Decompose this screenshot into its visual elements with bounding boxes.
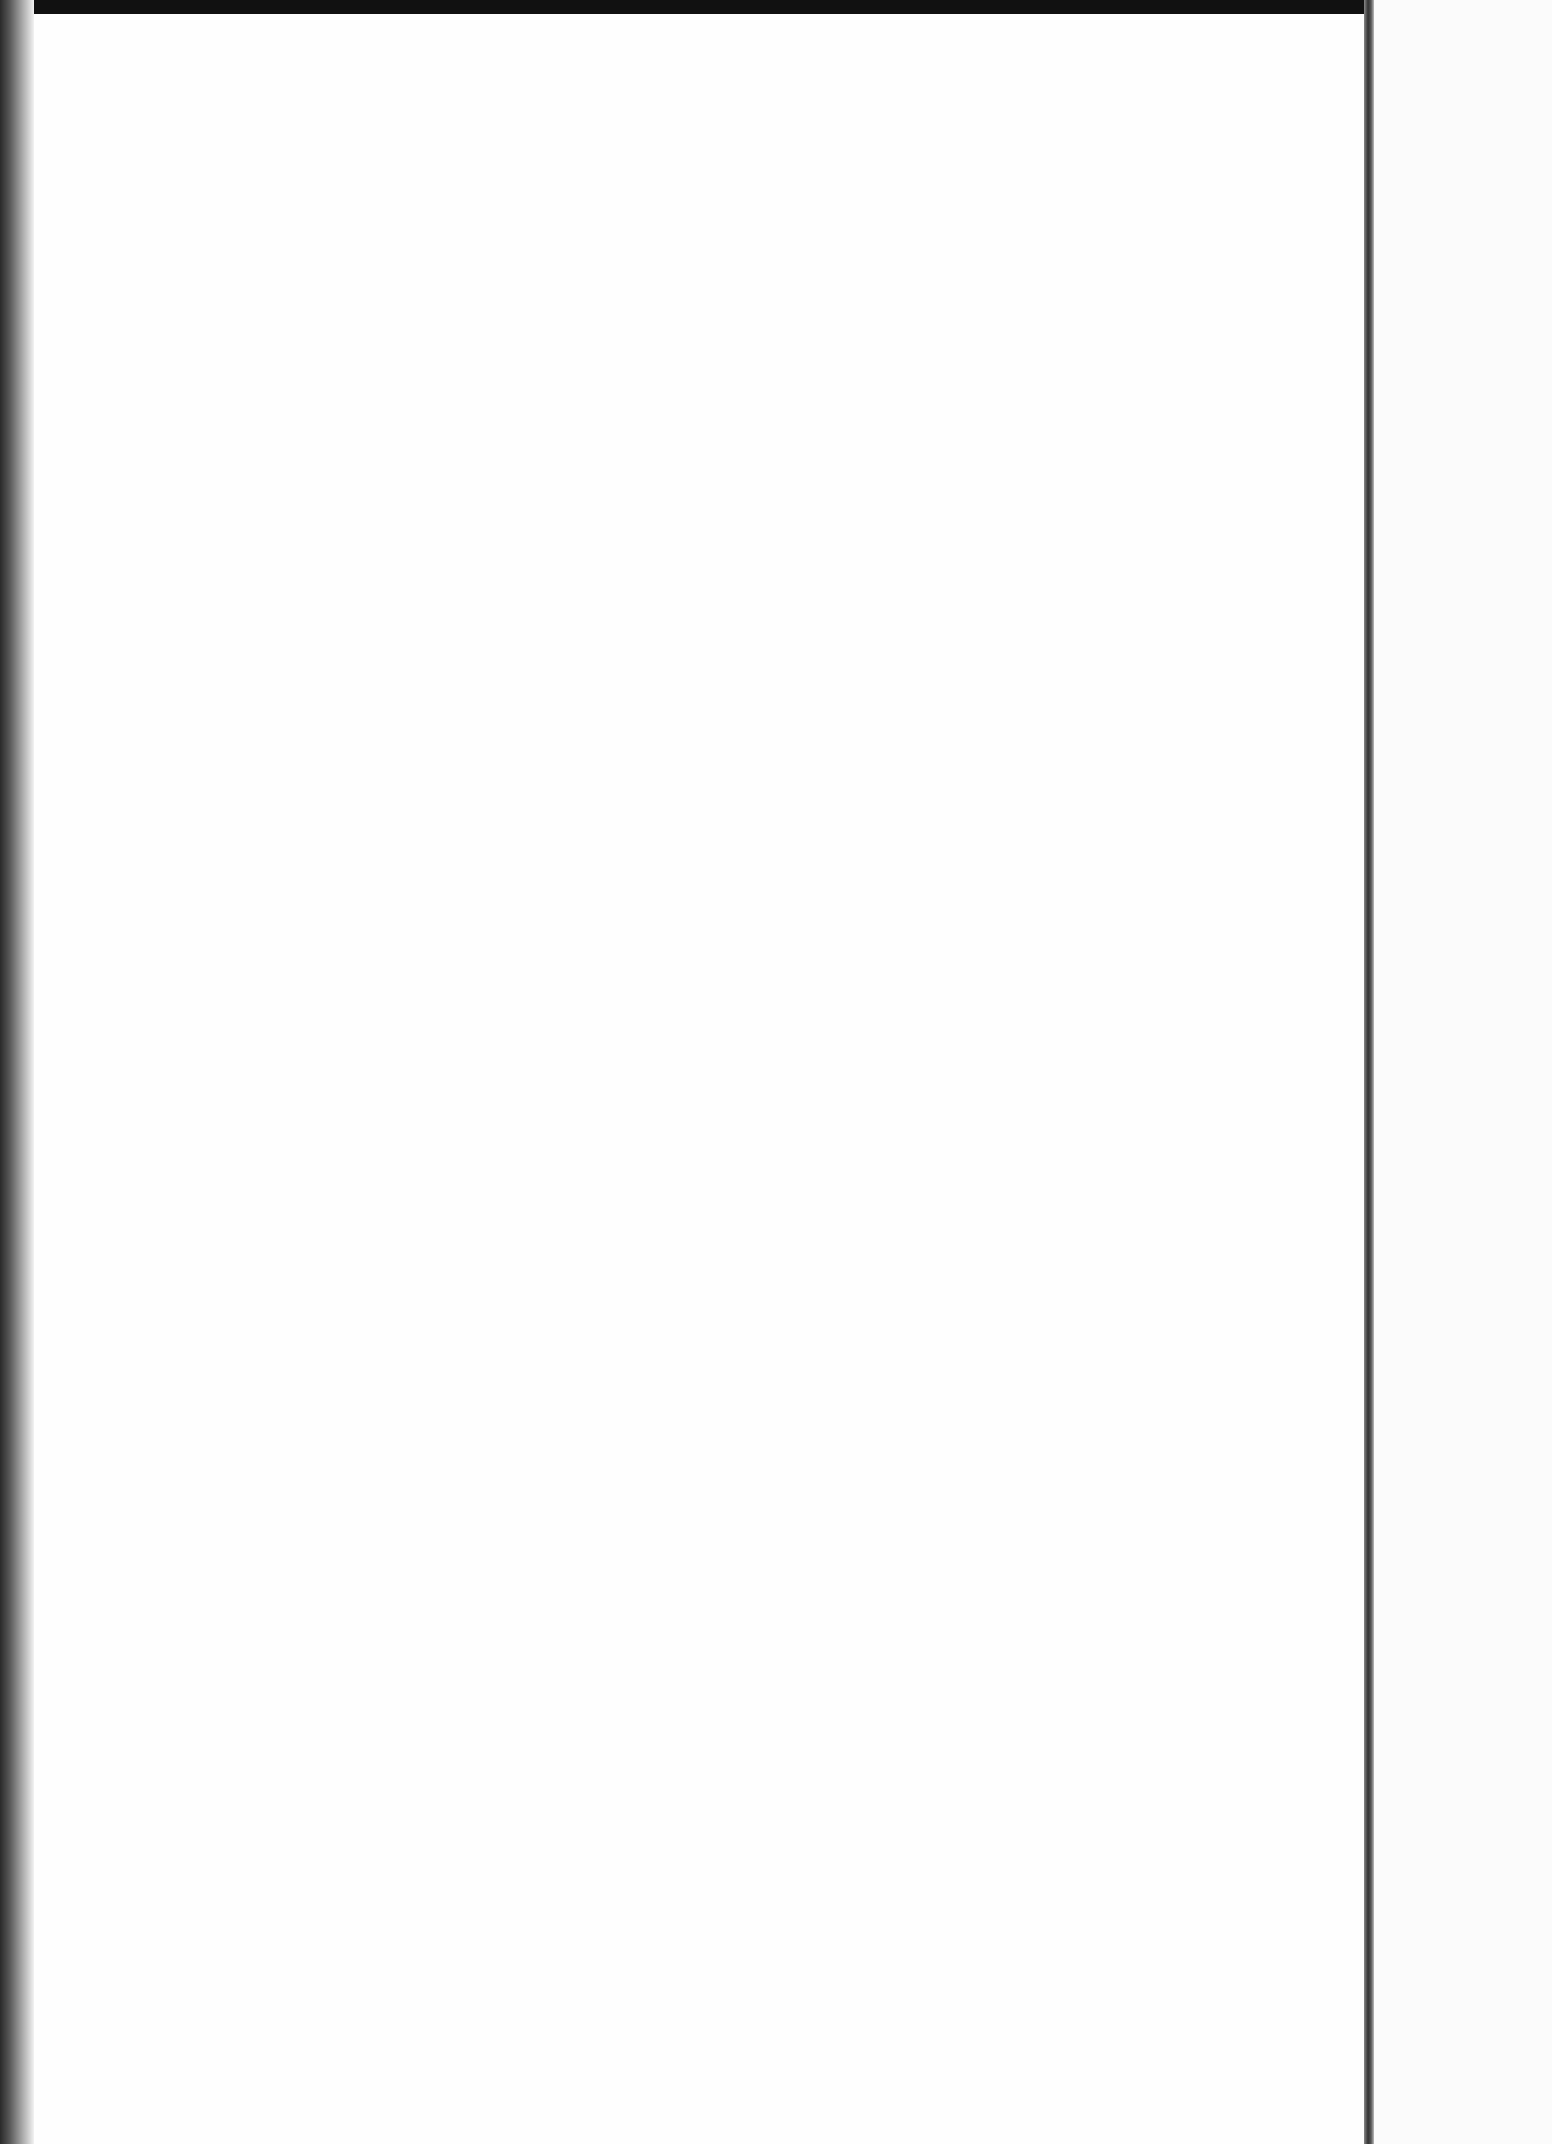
document-page — [34, 14, 1364, 2144]
page-gutter — [1364, 0, 1374, 2144]
book-binding — [0, 0, 34, 2144]
facing-page-edge — [1374, 0, 1552, 2144]
scan-top-edge — [0, 0, 1552, 14]
